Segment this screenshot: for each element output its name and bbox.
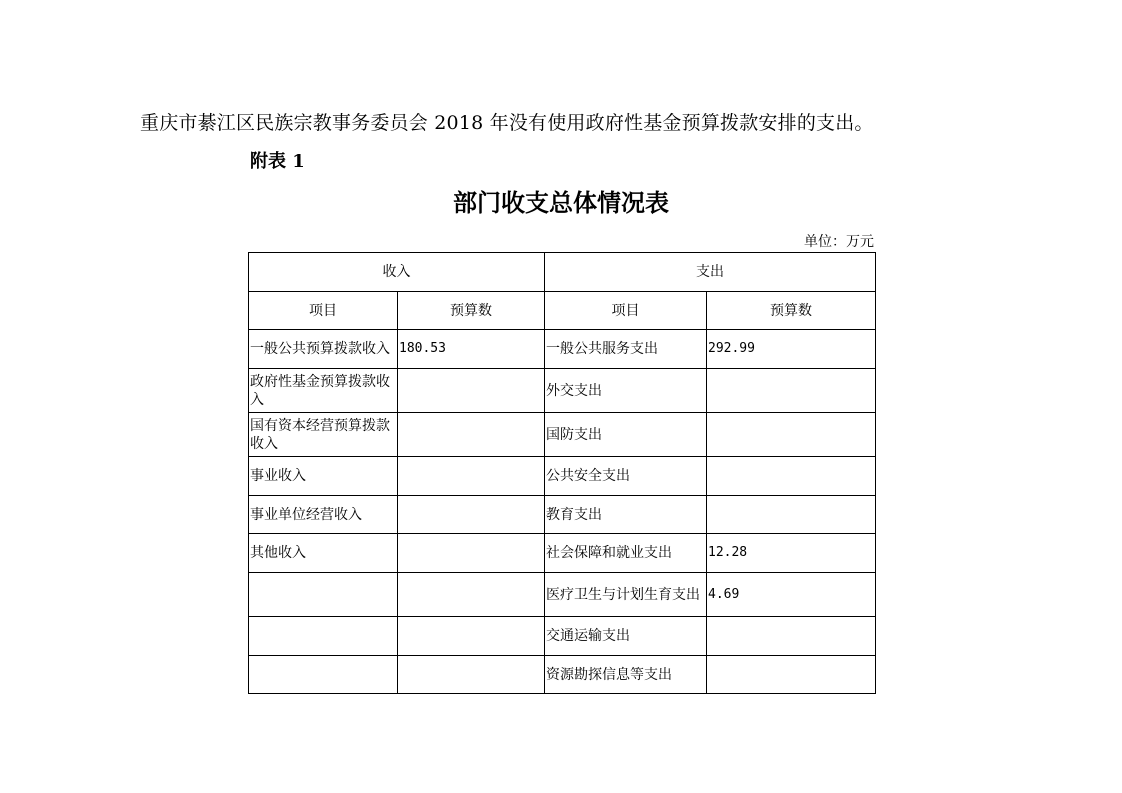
expense-item-cell: 公共安全支出: [545, 457, 707, 496]
income-amount-cell: [398, 534, 545, 573]
expense-item-cell: 交通运输支出: [545, 617, 707, 656]
expense-header: 支出: [545, 253, 876, 292]
income-amount-cell: [398, 413, 545, 457]
expense-item-cell: 教育支出: [545, 496, 707, 534]
income-item-cell: 国有资本经营预算拨款收入: [249, 413, 398, 457]
table-row: [249, 457, 876, 496]
income-amount-cell: [398, 656, 545, 694]
expense-item-cell: 一般公共服务支出: [545, 330, 707, 369]
annex-label: 附表 1: [250, 151, 305, 172]
table-row: [249, 656, 876, 694]
expense-item-cell: 社会保障和就业支出: [545, 534, 707, 573]
expense-item-header: 项目: [545, 292, 707, 330]
income-amount-cell: [398, 573, 545, 617]
table-row: [249, 496, 876, 534]
budget-table: [248, 252, 876, 694]
expense-amount-cell: 292.99: [707, 330, 876, 369]
income-amount-cell: [398, 496, 545, 534]
income-item-cell: 一般公共预算拨款收入: [249, 330, 398, 369]
expense-amount-cell: [707, 496, 876, 534]
income-header: 收入: [249, 253, 545, 292]
income-amount-cell: [398, 457, 545, 496]
income-item-cell: 其他收入: [249, 534, 398, 573]
income-amount-cell: 180.53: [398, 330, 545, 369]
income-amount-cell: [398, 617, 545, 656]
income-amount-header: 预算数: [398, 292, 545, 330]
expense-amount-cell: [707, 617, 876, 656]
table-row: [249, 413, 876, 457]
income-item-cell: 事业单位经营收入: [249, 496, 398, 534]
table-row: [249, 573, 876, 617]
expense-amount-header: 预算数: [707, 292, 876, 330]
table-title: 部门收支总体情况表: [453, 188, 669, 217]
intro-paragraph: 重庆市綦江区民族宗教事务委员会 2018 年没有使用政府性基金预算拨款安排的支出。: [140, 112, 874, 134]
table-row: [249, 369, 876, 413]
group-header-row: [249, 253, 876, 292]
expense-amount-cell: [707, 457, 876, 496]
income-item-header: 项目: [249, 292, 398, 330]
expense-item-cell: 资源勘探信息等支出: [545, 656, 707, 694]
income-item-cell: 政府性基金预算拨款收入: [249, 369, 398, 413]
expense-item-cell: 外交支出: [545, 369, 707, 413]
expense-amount-cell: 4.69: [707, 573, 876, 617]
income-item-cell: 事业收入: [249, 457, 398, 496]
expense-item-cell: 医疗卫生与计划生育支出: [545, 573, 707, 617]
expense-item-cell: 国防支出: [545, 413, 707, 457]
expense-amount-cell: [707, 413, 876, 457]
table-row: [249, 617, 876, 656]
expense-amount-cell: [707, 656, 876, 694]
table-row: [249, 534, 876, 573]
income-item-cell: [249, 617, 398, 656]
unit-label: 单位：万元: [804, 234, 874, 250]
income-item-cell: [249, 656, 398, 694]
income-item-cell: [249, 573, 398, 617]
expense-amount-cell: [707, 369, 876, 413]
income-amount-cell: [398, 369, 545, 413]
column-header-row: [249, 292, 876, 330]
table-row: [249, 330, 876, 369]
expense-amount-cell: 12.28: [707, 534, 876, 573]
